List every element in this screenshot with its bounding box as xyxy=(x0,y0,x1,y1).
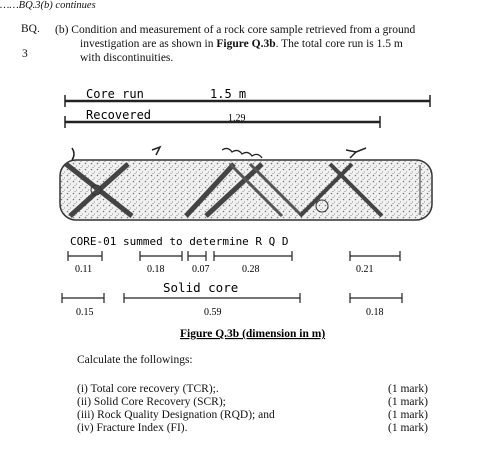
mark-label: (1 mark) xyxy=(388,409,428,421)
task-item: (iv) Fracture Index (FI). xyxy=(77,422,188,434)
figure-caption: Figure Q.3b (dimension in m) xyxy=(180,328,326,340)
task-item: (ii) Solid Core Recovery (SCR); xyxy=(77,396,226,408)
recovered-label: Recovered xyxy=(86,108,152,122)
segment-dimensions xyxy=(68,251,400,261)
mark-label: (1 mark) xyxy=(388,383,428,395)
solid-segment-label: 0.59 xyxy=(204,307,222,318)
question-line-2: investigation are as shown in Figure Q.3b. The total core run is 1.5 m xyxy=(80,38,403,50)
rock-core-sketch xyxy=(60,147,432,220)
question-number: 3 xyxy=(22,48,28,60)
task-item: (iii) Rock Quality Designation (RQD); and xyxy=(77,409,275,421)
solid-segment-label: 0.15 xyxy=(76,307,94,318)
figure-reference: Figure Q.3b xyxy=(216,38,276,50)
segment-label: 0.28 xyxy=(242,264,260,275)
solid-segment-label: 0.18 xyxy=(366,307,384,318)
segment-label: 0.21 xyxy=(356,264,374,275)
mark-label: (1 mark) xyxy=(388,422,428,434)
question-line-3: with discontinuities. xyxy=(80,52,174,64)
solid-core-label: Solid core xyxy=(163,280,239,295)
rqd-note: CORE-01 summed to determine R Q D xyxy=(70,235,289,248)
recovered-value: 1.29 xyxy=(228,113,246,124)
question-label: BQ. xyxy=(21,23,40,35)
segment-label: 0.07 xyxy=(192,264,210,275)
core-run-value: 1.5 m xyxy=(210,87,247,101)
mark-label: (1 mark) xyxy=(388,396,428,408)
continuation-header: ……BQ.3(b) continues xyxy=(0,0,96,11)
question-line-1: (b) Condition and measurement of a rock core sample retrieved from a ground xyxy=(55,24,416,36)
segment-label: 0.18 xyxy=(147,264,165,275)
task-intro: Calculate the followings: xyxy=(77,354,193,366)
segment-label: 0.11 xyxy=(75,264,93,275)
task-item: (i) Total core recovery (TCR);. xyxy=(77,383,219,395)
core-run-label: Core run xyxy=(86,87,144,101)
